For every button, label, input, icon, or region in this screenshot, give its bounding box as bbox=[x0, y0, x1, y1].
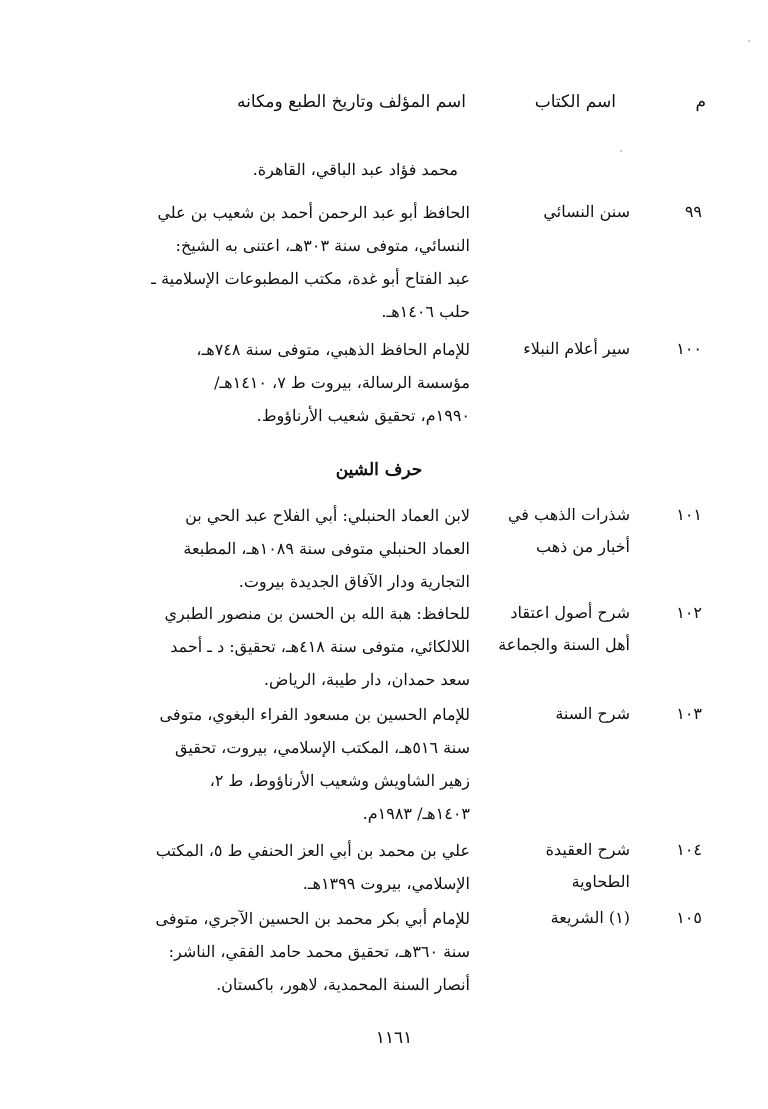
author-line: سعد حمدان، دار طيبة، الرياض. bbox=[263, 670, 470, 689]
author-details bbox=[112, 597, 470, 696]
author-line: زهير الشاويش وشعيب الأرناؤوط، ط ٢، bbox=[209, 771, 470, 790]
author-line: عبد الفتاح أبو غدة، مكتب المطبوعات الإسلامية ـ bbox=[151, 269, 470, 288]
author-details bbox=[112, 698, 470, 830]
book-title bbox=[480, 902, 630, 934]
page-number-text: ١١٦١ bbox=[375, 1028, 413, 1048]
page-number bbox=[0, 1028, 768, 1048]
author-line: للإمام الحافظ الذهبي، متوفى سنة ٧٤٨هـ، bbox=[196, 340, 470, 359]
book-title-line: شرح أصول اعتقاد bbox=[510, 603, 630, 622]
author-line: مؤسسة الرسالة، بيروت ط ٧، ١٤١٠هـ/ bbox=[214, 373, 470, 392]
author-details bbox=[112, 499, 470, 598]
book-title-line: سنن النسائي bbox=[543, 202, 630, 221]
entry-number: ١٠٣ bbox=[676, 704, 702, 723]
author-line: حلب ١٤٠٦هـ. bbox=[381, 302, 470, 321]
author-details bbox=[112, 902, 470, 1001]
book-title-line: شرح العقيدة bbox=[545, 840, 630, 859]
scan-speck bbox=[748, 40, 750, 42]
book-title bbox=[480, 196, 630, 228]
continuation-line: محمد فؤاد عبد الباقي، القاهرة. bbox=[252, 160, 458, 179]
author-line: للحافظ: هبة الله بن الحسن بن منصور الطبري bbox=[164, 604, 470, 623]
entry-number: ١٠٤ bbox=[676, 840, 702, 859]
entry-number: ١٠٠ bbox=[676, 339, 702, 358]
book-title-line: شرح السنة bbox=[555, 704, 630, 723]
entry-number: ٩٩ bbox=[684, 202, 702, 221]
author-line: الإسلامي، بيروت ١٣٩٩هـ. bbox=[302, 874, 470, 893]
author-line: ١٤٠٣هـ/ ١٩٨٣م. bbox=[362, 804, 470, 823]
book-title bbox=[480, 333, 630, 365]
author-details bbox=[112, 196, 470, 328]
book-title-line: (١) الشريعة bbox=[550, 908, 630, 927]
header-author-column: اسم المؤلف وتاريخ الطبع ومكانه bbox=[237, 92, 466, 112]
author-line: علي بن محمد بن أبي العز الحنفي ط ٥، المكتب bbox=[155, 841, 470, 860]
author-line: التجارية ودار الآفاق الجديدة بيروت. bbox=[238, 572, 470, 591]
entry-number: ١٠٥ bbox=[676, 908, 702, 927]
author-line: اللالكائي، متوفى سنة ٤١٨هـ، تحقيق: د ـ أحمد bbox=[170, 637, 470, 656]
book-title-line: سير أعلام النبلاء bbox=[523, 339, 630, 358]
book-title-line: أهل السنة والجماعة bbox=[498, 635, 630, 654]
book-title-line: شذرات الذهب في bbox=[507, 505, 630, 524]
book-title-line: الطحاوية bbox=[571, 872, 630, 891]
author-line: ١٩٩٠م، تحقيق شعيب الأرناؤوط. bbox=[256, 406, 470, 425]
book-title bbox=[480, 834, 630, 898]
author-line: سنة ٣٦٠هـ، تحقيق محمد حامد الفقي، الناشر: bbox=[168, 942, 470, 961]
author-line: العماد الحنبلي متوفى سنة ١٠٨٩هـ، المطبعة bbox=[183, 539, 470, 558]
header-number-column: م bbox=[695, 92, 706, 112]
author-line: سنة ٥١٦هـ، المكتب الإسلامي، بيروت، تحقيق bbox=[175, 738, 470, 757]
author-line: للإمام أبي بكر محمد بن الحسين الآجري، متوفى bbox=[155, 909, 470, 928]
author-line: الحافظ أبو عبد الرحمن أحمد بن شعيب بن علي bbox=[157, 203, 470, 222]
entry-number: ١٠٢ bbox=[676, 603, 702, 622]
section-heading-text: حرف الشين bbox=[335, 460, 423, 480]
book-title bbox=[480, 597, 630, 661]
book-title bbox=[480, 698, 630, 730]
author-line: للإمام الحسين بن مسعود الفراء البغوي، متوفى bbox=[159, 705, 470, 724]
book-title-line: أخبار من ذهب bbox=[536, 537, 630, 556]
header-book-column: اسم الكتاب bbox=[534, 92, 616, 112]
section-heading bbox=[0, 460, 768, 480]
entry-number: ١٠١ bbox=[676, 505, 702, 524]
book-title bbox=[480, 499, 630, 563]
scan-speck bbox=[620, 150, 622, 152]
author-line: أنصار السنة المحمدية، لاهور، باكستان. bbox=[216, 975, 470, 994]
author-details bbox=[112, 834, 470, 900]
author-details bbox=[112, 333, 470, 432]
author-line: لابن العماد الحنبلي: أبي الفلاح عبد الحي بن bbox=[185, 506, 470, 525]
author-line: النسائي، متوفى سنة ٣٠٣هـ، اعتنى به الشيخ: bbox=[175, 236, 470, 255]
